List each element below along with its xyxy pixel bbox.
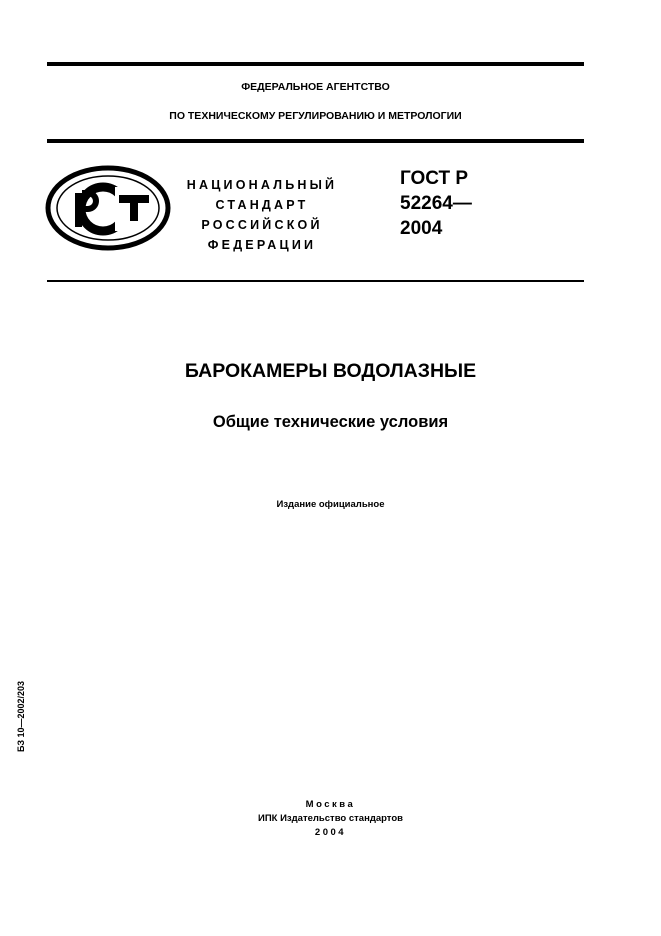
imprint-year: 2004 xyxy=(314,827,347,838)
standard-type-line-2: СТАНДАРТ xyxy=(215,198,309,212)
standard-type-line-4: ФЕДЕРАЦИИ xyxy=(207,238,317,252)
standard-type xyxy=(172,175,352,255)
edition-note: Издание официальное xyxy=(276,499,385,510)
agency-line-1: ФЕДЕРАЛЬНОЕ АГЕНТСТВО xyxy=(241,81,390,93)
top-rule xyxy=(47,62,584,66)
rst-mark-icon xyxy=(45,165,171,251)
document-title: БАРОКАМЕРЫ ВОДОЛАЗНЫЕ xyxy=(184,360,477,382)
designation-line-2: 52264— xyxy=(400,193,472,214)
logo-rule xyxy=(47,280,584,282)
imprint-publisher: ИПК Издательство стандартов xyxy=(258,813,403,824)
designation-line-1: ГОСТ Р xyxy=(400,168,469,189)
document-subtitle: Общие технические условия xyxy=(212,413,449,431)
agency-line-2: ПО ТЕХНИЧЕСКОМУ РЕГУЛИРОВАНИЮ И МЕТРОЛОГИИ xyxy=(169,110,462,122)
side-code: БЗ 10—2002/203 xyxy=(16,680,26,752)
standard-designation xyxy=(400,166,472,241)
designation-line-3: 2004 xyxy=(400,218,443,239)
imprint-city: Москва xyxy=(305,799,356,810)
header-rule xyxy=(47,139,584,143)
standard-type-line-3: РОССИЙСКОЙ xyxy=(201,218,323,232)
standard-type-line-1: НАЦИОНАЛЬНЫЙ xyxy=(186,178,338,192)
